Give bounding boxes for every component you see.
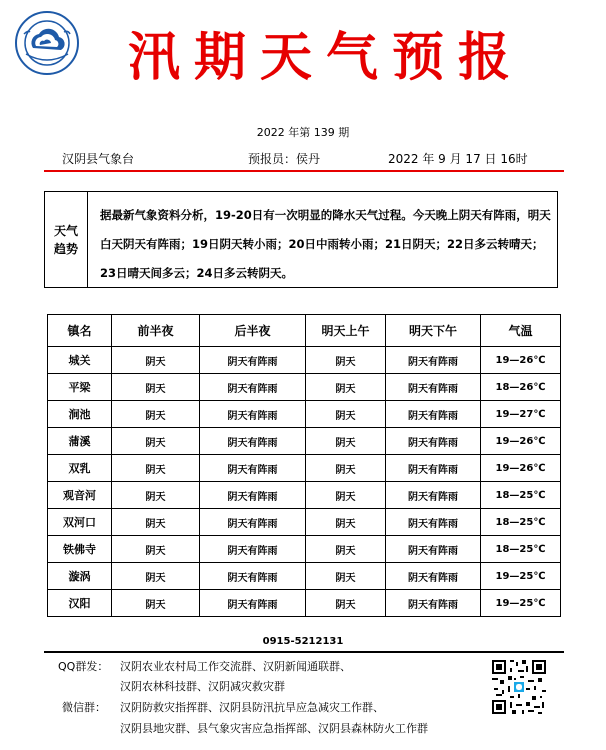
footer-divider bbox=[44, 651, 564, 653]
header-divider bbox=[44, 170, 564, 172]
cell-first-half-night: 阴天 bbox=[112, 482, 200, 509]
cell-first-half-night: 阴天 bbox=[112, 455, 200, 482]
cell-second-half-night: 阴天有阵雨 bbox=[200, 509, 306, 536]
cell-second-half-night: 阴天有阵雨 bbox=[200, 347, 306, 374]
cell-town: 双乳 bbox=[48, 455, 112, 482]
cell-town: 平梁 bbox=[48, 374, 112, 401]
wechat-group-line-1: 汉阴防救灾指挥群、汉阴县防汛抗旱应急减灾工作群、 bbox=[120, 701, 384, 714]
cell-tomorrow-morning: 阴天 bbox=[306, 590, 386, 617]
table-row bbox=[48, 455, 561, 482]
cell-first-half-night: 阴天 bbox=[112, 509, 200, 536]
cell-first-half-night: 阴天 bbox=[112, 590, 200, 617]
cell-tomorrow-morning: 阴天 bbox=[306, 374, 386, 401]
cell-tomorrow-morning: 阴天 bbox=[306, 347, 386, 374]
cell-tomorrow-afternoon: 阴天有阵雨 bbox=[386, 509, 481, 536]
table-row bbox=[48, 482, 561, 509]
cell-tomorrow-afternoon: 阴天有阵雨 bbox=[386, 590, 481, 617]
cell-town: 双河口 bbox=[48, 509, 112, 536]
cell-tomorrow-morning: 阴天 bbox=[306, 563, 386, 590]
cell-first-half-night: 阴天 bbox=[112, 374, 200, 401]
issue-datetime: 2022 年 9 月 17 日 16时 bbox=[388, 152, 528, 166]
cell-town: 观音河 bbox=[48, 482, 112, 509]
contact-phone: 0915-5212131 bbox=[262, 636, 344, 647]
cell-first-half-night: 阴天 bbox=[112, 536, 200, 563]
table-row bbox=[48, 536, 561, 563]
cell-temperature: 19—26℃ bbox=[481, 347, 561, 374]
cell-temperature: 19—27℃ bbox=[481, 401, 561, 428]
cell-tomorrow-afternoon: 阴天有阵雨 bbox=[386, 482, 481, 509]
qq-group-label: QQ群发： bbox=[58, 660, 109, 673]
cell-second-half-night: 阴天有阵雨 bbox=[200, 428, 306, 455]
cell-second-half-night: 阴天有阵雨 bbox=[200, 563, 306, 590]
trend-label-line2: 趋势 bbox=[53, 241, 78, 256]
qr-code-icon bbox=[490, 658, 548, 716]
weather-trend-box bbox=[44, 191, 558, 288]
cell-tomorrow-morning: 阴天 bbox=[306, 401, 386, 428]
cell-first-half-night: 阴天 bbox=[112, 401, 200, 428]
cell-temperature: 19—25℃ bbox=[481, 590, 561, 617]
table-row bbox=[48, 347, 561, 374]
header-temperature: 气温 bbox=[481, 315, 561, 347]
cell-second-half-night: 阴天有阵雨 bbox=[200, 482, 306, 509]
cell-temperature: 18—25℃ bbox=[481, 482, 561, 509]
cell-town: 蒲溪 bbox=[48, 428, 112, 455]
cell-tomorrow-morning: 阴天 bbox=[306, 509, 386, 536]
cell-temperature: 19—25℃ bbox=[481, 563, 561, 590]
cell-tomorrow-morning: 阴天 bbox=[306, 428, 386, 455]
cell-temperature: 19—26℃ bbox=[481, 455, 561, 482]
header-second-half-night: 后半夜 bbox=[200, 315, 306, 347]
cell-first-half-night: 阴天 bbox=[112, 563, 200, 590]
town-forecast-table bbox=[47, 314, 561, 617]
cell-town: 涧池 bbox=[48, 401, 112, 428]
table-row bbox=[48, 374, 561, 401]
cell-tomorrow-afternoon: 阴天有阵雨 bbox=[386, 374, 481, 401]
cell-town: 漩涡 bbox=[48, 563, 112, 590]
cell-tomorrow-afternoon: 阴天有阵雨 bbox=[386, 428, 481, 455]
meteorological-logo-icon bbox=[14, 10, 80, 76]
table-row bbox=[48, 509, 561, 536]
cell-tomorrow-afternoon: 阴天有阵雨 bbox=[386, 563, 481, 590]
cell-tomorrow-afternoon: 阴天有阵雨 bbox=[386, 347, 481, 374]
cell-second-half-night: 阴天有阵雨 bbox=[200, 374, 306, 401]
table-row bbox=[48, 590, 561, 617]
cell-temperature: 18—26℃ bbox=[481, 374, 561, 401]
document-title: 汛期天气预报 bbox=[127, 27, 524, 88]
qq-group-line-1: 汉阴农业农村局工作交流群、汉阴新闻通联群、 bbox=[120, 660, 351, 673]
cell-tomorrow-morning: 阴天 bbox=[306, 455, 386, 482]
cell-tomorrow-afternoon: 阴天有阵雨 bbox=[386, 536, 481, 563]
wechat-group-label: 微信群： bbox=[62, 701, 106, 714]
cell-second-half-night: 阴天有阵雨 bbox=[200, 590, 306, 617]
cell-tomorrow-morning: 阴天 bbox=[306, 536, 386, 563]
table-row bbox=[48, 401, 561, 428]
cell-second-half-night: 阴天有阵雨 bbox=[200, 455, 306, 482]
cell-first-half-night: 阴天 bbox=[112, 428, 200, 455]
cell-temperature: 18—25℃ bbox=[481, 536, 561, 563]
cell-temperature: 19—26℃ bbox=[481, 428, 561, 455]
cell-tomorrow-afternoon: 阴天有阵雨 bbox=[386, 401, 481, 428]
qq-group-line-2: 汉阴农林科技群、汉阴减灾救灾群 bbox=[120, 680, 285, 693]
weather-trend-label bbox=[45, 192, 88, 287]
trend-label-line1: 天气 bbox=[53, 223, 78, 238]
cell-town: 汉阳 bbox=[48, 590, 112, 617]
cell-second-half-night: 阴天有阵雨 bbox=[200, 536, 306, 563]
issue-number: 2022 年第 139 期 bbox=[256, 126, 350, 139]
wechat-group-line-2: 汉阴县地灾群、县气象灾害应急指挥部、汉阴县森林防火工作群 bbox=[120, 722, 428, 735]
issuing-organization: 汉阴县气象台 bbox=[62, 152, 135, 166]
cell-tomorrow-morning: 阴天 bbox=[306, 482, 386, 509]
cell-temperature: 18—25℃ bbox=[481, 509, 561, 536]
cell-town: 城关 bbox=[48, 347, 112, 374]
cell-first-half-night: 阴天 bbox=[112, 347, 200, 374]
table-header-row bbox=[48, 315, 561, 347]
cell-second-half-night: 阴天有阵雨 bbox=[200, 401, 306, 428]
header-tomorrow-afternoon: 明天下午 bbox=[386, 315, 481, 347]
weather-trend-text: 据最新气象资料分析，19-20日有一次明显的降水天气过程。今天晚上阴天有阵雨，明天白天阴天有阵雨；19日阴天转小雨；20日中雨转小雨；21日阴天；22日多云转晴天；23日晴天间多云；24日多云转阴天。 bbox=[100, 208, 551, 280]
cell-town: 铁佛寺 bbox=[48, 536, 112, 563]
forecaster: 预报员：侯丹 bbox=[248, 152, 321, 166]
table-row bbox=[48, 563, 561, 590]
header-first-half-night: 前半夜 bbox=[112, 315, 200, 347]
header-tomorrow-morning: 明天上午 bbox=[306, 315, 386, 347]
header-town: 镇名 bbox=[48, 315, 112, 347]
cell-tomorrow-afternoon: 阴天有阵雨 bbox=[386, 455, 481, 482]
table-row bbox=[48, 428, 561, 455]
